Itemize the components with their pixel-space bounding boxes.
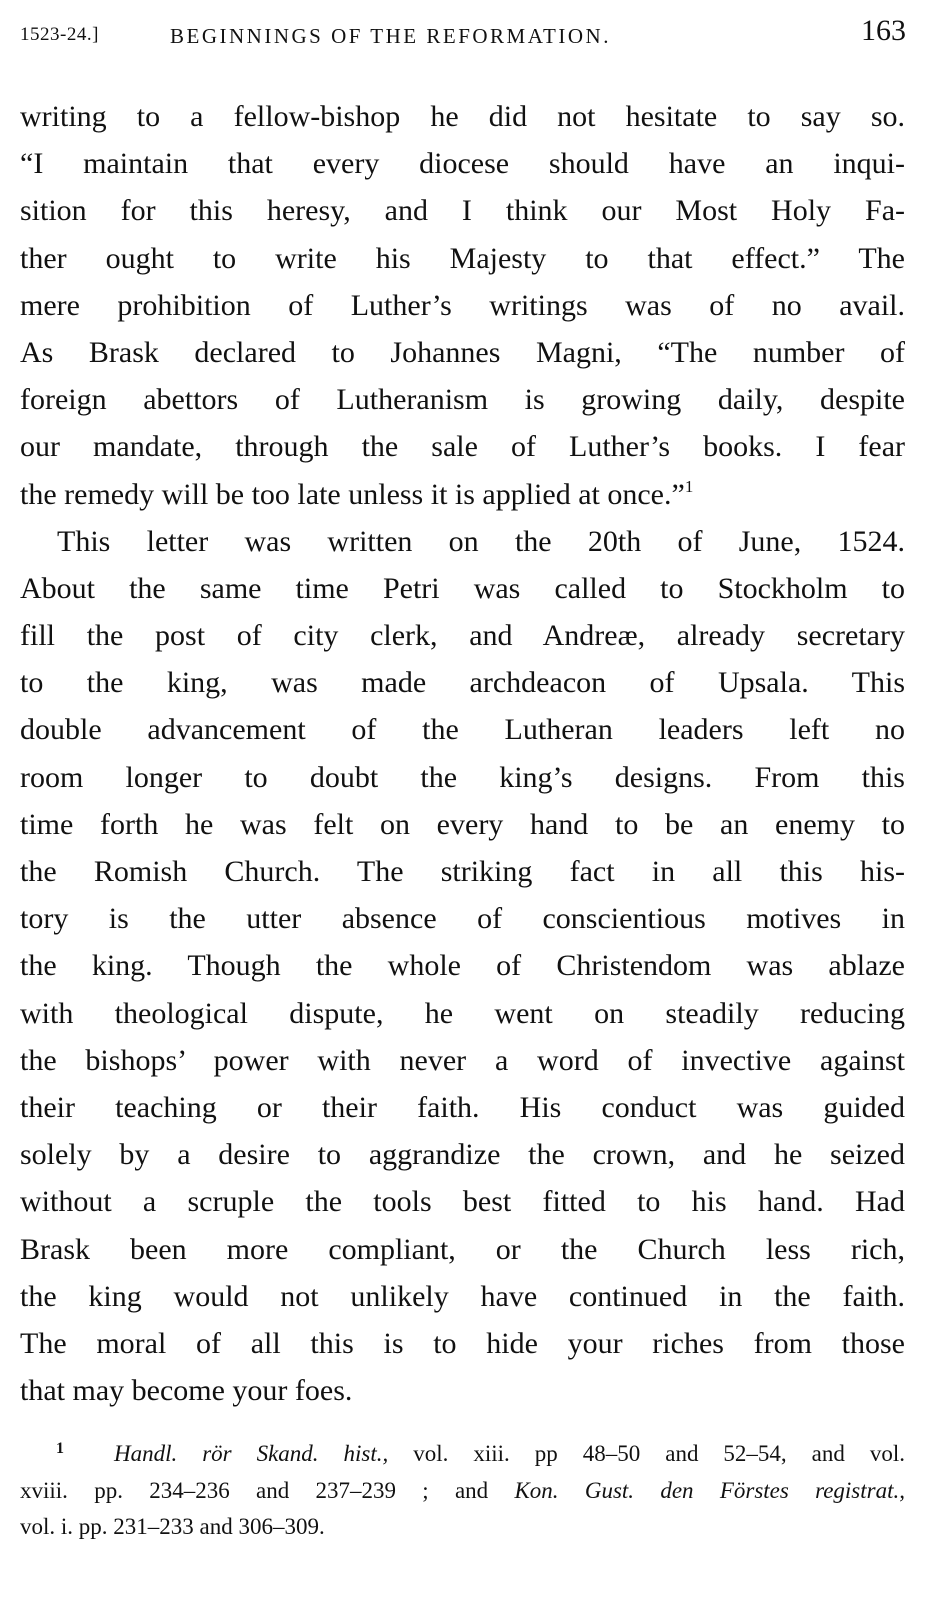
footnote-source-title: Kon. Gust. den Förstes registrat., xyxy=(514,1477,905,1503)
text-line: to the king, was made archdeacon of Upsala. This xyxy=(20,666,905,700)
footnote-line: vol. i. pp. 231–233 and 306–309. xyxy=(20,1514,325,1539)
text-line: tory is the utter absence of conscientious motives in xyxy=(20,902,905,936)
text-line: About the same time Petri was called to Stockholm to xyxy=(20,571,905,605)
text-line: that may become your foes. xyxy=(20,1374,353,1408)
text-line: solely by a desire to aggrandize the crown, and he seized xyxy=(20,1138,905,1172)
text-line-content: the remedy will be too late unless it is applied at once.” xyxy=(20,477,685,511)
page-number: 163 xyxy=(861,14,906,47)
footnote xyxy=(20,1436,905,1546)
text-line: room longer to doubt the king’s designs. From this xyxy=(20,760,905,794)
text-line: The moral of all this is to hide your riches from those xyxy=(20,1326,905,1360)
text-line: with theological dispute, he went on steadily reducing xyxy=(20,996,905,1030)
text-line: the king. Though the whole of Christendom was ablaze xyxy=(20,949,905,983)
text-line: the king would not unlikely have continued in the faith. xyxy=(20,1279,905,1313)
footnote-text: xviii. pp. 234–236 and 237–239 ; and xyxy=(20,1477,515,1503)
text-line: As Brask declared to Johannes Magni, “The number of xyxy=(20,335,905,369)
running-header xyxy=(20,14,906,54)
header-date-range: 1523-24.] xyxy=(20,24,99,45)
text-line xyxy=(20,471,905,518)
text-line: double advancement of the Lutheran leaders left no xyxy=(20,713,905,747)
text-line: the Romish Church. The striking fact in all this his- xyxy=(20,855,905,888)
text-line: their teaching or their faith. His conduct was guided xyxy=(20,1090,905,1124)
text-line: “I maintain that every diocese should have an inqui- xyxy=(20,147,905,181)
text-line: our mandate, through the sale of Luther’s books. I fear xyxy=(20,430,905,464)
text-line: without a scruple the tools best fitted to his hand. Had xyxy=(20,1185,905,1219)
text-line: sition for this heresy, and I think our Most Holy Fa- xyxy=(20,194,905,228)
text-line: ther ought to write his Majesty to that effect.” The xyxy=(20,241,905,275)
text-line: Brask been more compliant, or the Church less rich, xyxy=(20,1232,905,1266)
footnote-line xyxy=(20,1436,905,1473)
text-line: writing to a fellow-bishop he did not hesitate to say so. xyxy=(20,100,905,133)
footnote-source-title: Handl. rör Skand. hist., xyxy=(113,1441,389,1466)
footnote-number: 1 xyxy=(56,1440,64,1457)
footnote-marker: 1 xyxy=(684,476,694,496)
footnote-text: vol. xiii. pp 48–50 and 52–54, and vol. xyxy=(388,1441,905,1466)
text-line: the bishops’ power with never a word of invective against xyxy=(20,1043,905,1077)
footnote-line xyxy=(20,1473,905,1510)
text-line: This letter was written on the 20th of June, 1524. xyxy=(57,524,905,558)
text-line: fill the post of city clerk, and Andreæ, already secretary xyxy=(20,619,905,653)
body-text xyxy=(20,93,905,1414)
text-line: mere prohibition of Luther’s writings was of no avail. xyxy=(20,288,905,322)
text-line: time forth he was felt on every hand to be an enemy to xyxy=(20,807,905,841)
text-line: foreign abettors of Lutheranism is growing daily, despite xyxy=(20,383,905,417)
header-chapter-title: BEGINNINGS OF THE REFORMATION. xyxy=(170,24,611,48)
